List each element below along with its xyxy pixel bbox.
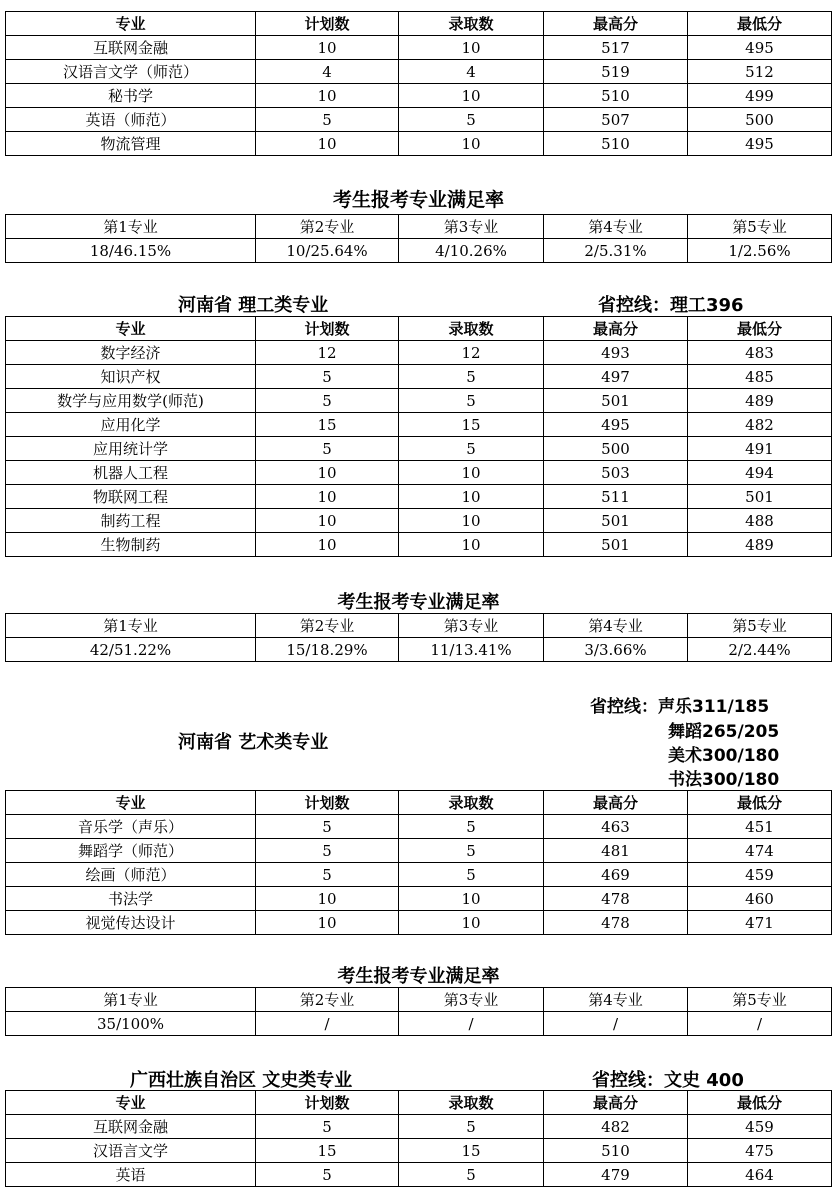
cell: 舞蹈学（师范） (6, 839, 256, 863)
rate-value: / (399, 1012, 544, 1036)
cell: 517 (544, 36, 688, 60)
table-header-row (6, 1091, 832, 1115)
cell: 5 (256, 437, 399, 461)
cell: 471 (688, 911, 832, 935)
rate-table-3 (5, 987, 832, 1036)
cell: 生物制药 (6, 533, 256, 557)
rate-header: 第5专业 (688, 614, 832, 638)
cell: 5 (399, 437, 544, 461)
table-row (6, 1115, 832, 1139)
cell: 知识产权 (6, 365, 256, 389)
table-row (6, 815, 832, 839)
rate-table-2 (5, 613, 832, 662)
cell: 501 (544, 389, 688, 413)
cell: 5 (399, 389, 544, 413)
cell: 12 (256, 341, 399, 365)
cell: 英语 (6, 1163, 256, 1187)
rate-header: 第3专业 (399, 614, 544, 638)
cell: 15 (256, 1139, 399, 1163)
cell: 475 (688, 1139, 832, 1163)
header-min: 最低分 (688, 791, 832, 815)
cell: 制药工程 (6, 509, 256, 533)
cell: 474 (688, 839, 832, 863)
cell: 绘画（师范） (6, 863, 256, 887)
header-major: 专业 (6, 317, 256, 341)
cell: 12 (399, 341, 544, 365)
rate-value-row (6, 239, 832, 263)
control-line-art-dance: 舞蹈265/205 (668, 722, 780, 742)
admission-table-2 (5, 316, 832, 557)
header-max: 最高分 (544, 1091, 688, 1115)
rate-header-row (6, 215, 832, 239)
rate-value: / (688, 1012, 832, 1036)
cell: 数学与应用数学(师范) (6, 389, 256, 413)
table-row (6, 341, 832, 365)
cell: 5 (256, 1115, 399, 1139)
rate-table-1 (5, 214, 832, 263)
cell: 5 (256, 389, 399, 413)
cell: 491 (688, 437, 832, 461)
cell: 10 (256, 533, 399, 557)
header-admitted: 录取数 (399, 317, 544, 341)
header-admitted: 录取数 (399, 12, 544, 36)
cell: 汉语言文学（师范） (6, 60, 256, 84)
table-header-row (6, 317, 832, 341)
header-major: 专业 (6, 1091, 256, 1115)
rate-value: 4/10.26% (399, 239, 544, 263)
cell: 510 (544, 132, 688, 156)
table-row (6, 389, 832, 413)
rate-value: 42/51.22% (6, 638, 256, 662)
cell: 5 (399, 863, 544, 887)
admission-table-1 (5, 11, 832, 156)
cell: 机器人工程 (6, 461, 256, 485)
rate-title-2: 考生报考专业满足率 (337, 592, 500, 613)
cell: 10 (399, 485, 544, 509)
table-row (6, 413, 832, 437)
table-header-row (6, 12, 832, 36)
cell: 5 (256, 863, 399, 887)
rate-header: 第1专业 (6, 614, 256, 638)
rate-header: 第5专业 (688, 215, 832, 239)
table-row (6, 365, 832, 389)
cell: 479 (544, 1163, 688, 1187)
table-row (6, 132, 832, 156)
table-row (6, 1163, 832, 1187)
cell: 488 (688, 509, 832, 533)
control-line-science: 省控线：理工396 (598, 295, 744, 316)
cell: 494 (688, 461, 832, 485)
header-plan: 计划数 (256, 1091, 399, 1115)
cell: 511 (544, 485, 688, 509)
rate-value: 11/13.41% (399, 638, 544, 662)
rate-value: 1/2.56% (688, 239, 832, 263)
cell: 495 (688, 36, 832, 60)
cell: 5 (256, 815, 399, 839)
cell: 463 (544, 815, 688, 839)
cell: 10 (256, 911, 399, 935)
cell: 512 (688, 60, 832, 84)
header-admitted: 录取数 (399, 791, 544, 815)
cell: 482 (544, 1115, 688, 1139)
rate-header: 第5专业 (688, 988, 832, 1012)
rate-header: 第1专业 (6, 215, 256, 239)
rate-header: 第3专业 (399, 988, 544, 1012)
cell: 10 (256, 887, 399, 911)
cell: 499 (688, 84, 832, 108)
cell: 485 (688, 365, 832, 389)
control-line-liberal: 省控线：文史 400 (592, 1070, 744, 1091)
rate-header: 第2专业 (256, 215, 399, 239)
table-row (6, 437, 832, 461)
rate-value: / (256, 1012, 399, 1036)
cell: 503 (544, 461, 688, 485)
control-line-art-calligraphy: 书法300/180 (668, 770, 780, 790)
cell: 互联网金融 (6, 1115, 256, 1139)
cell: 10 (399, 887, 544, 911)
rate-value: 2/2.44% (688, 638, 832, 662)
rate-value: 15/18.29% (256, 638, 399, 662)
cell: 489 (688, 533, 832, 557)
cell: 4 (256, 60, 399, 84)
cell: 478 (544, 887, 688, 911)
cell: 5 (399, 108, 544, 132)
table-row (6, 839, 832, 863)
cell: 汉语言文学 (6, 1139, 256, 1163)
header-plan: 计划数 (256, 12, 399, 36)
admission-table-4 (5, 1090, 832, 1187)
table-row (6, 461, 832, 485)
cell: 464 (688, 1163, 832, 1187)
rate-header: 第1专业 (6, 988, 256, 1012)
cell: 5 (256, 839, 399, 863)
cell: 451 (688, 815, 832, 839)
cell: 501 (688, 485, 832, 509)
cell: 5 (399, 1115, 544, 1139)
header-min: 最低分 (688, 317, 832, 341)
rate-title-1: 考生报考专业满足率 (332, 189, 504, 211)
cell: 数字经济 (6, 341, 256, 365)
cell: 物流管理 (6, 132, 256, 156)
cell: 15 (256, 413, 399, 437)
cell: 495 (544, 413, 688, 437)
cell: 5 (256, 365, 399, 389)
cell: 10 (399, 36, 544, 60)
table-row (6, 911, 832, 935)
cell: 5 (399, 365, 544, 389)
table-row (6, 863, 832, 887)
rate-value-row (6, 1012, 832, 1036)
cell: 510 (544, 84, 688, 108)
cell: 507 (544, 108, 688, 132)
section-title-henan-art: 河南省 艺术类专业 (178, 732, 329, 753)
control-line-art-fineart: 美术300/180 (668, 746, 780, 766)
cell: 秘书学 (6, 84, 256, 108)
admission-table-3 (5, 790, 832, 935)
header-min: 最低分 (688, 1091, 832, 1115)
cell: 497 (544, 365, 688, 389)
cell: 481 (544, 839, 688, 863)
rate-header: 第2专业 (256, 988, 399, 1012)
cell: 10 (399, 911, 544, 935)
cell: 物联网工程 (6, 485, 256, 509)
cell: 10 (256, 84, 399, 108)
table-row (6, 84, 832, 108)
rate-title-3: 考生报考专业满足率 (337, 966, 500, 987)
rate-header: 第4专业 (544, 215, 688, 239)
cell: 482 (688, 413, 832, 437)
cell: 10 (256, 461, 399, 485)
rate-value: 2/5.31% (544, 239, 688, 263)
cell: 5 (256, 1163, 399, 1187)
table-row (6, 485, 832, 509)
cell: 478 (544, 911, 688, 935)
table-row (6, 36, 832, 60)
rate-header: 第2专业 (256, 614, 399, 638)
cell: 469 (544, 863, 688, 887)
rate-header-row (6, 614, 832, 638)
cell: 5 (256, 108, 399, 132)
section-title-guangxi-liberal: 广西壮族自治区 文史类专业 (130, 1070, 353, 1091)
rate-value: 35/100% (6, 1012, 256, 1036)
cell: 4 (399, 60, 544, 84)
rate-value: / (544, 1012, 688, 1036)
header-min: 最低分 (688, 12, 832, 36)
header-max: 最高分 (544, 317, 688, 341)
cell: 应用化学 (6, 413, 256, 437)
header-max: 最高分 (544, 791, 688, 815)
rate-header: 第4专业 (544, 988, 688, 1012)
cell: 459 (688, 863, 832, 887)
cell: 10 (256, 509, 399, 533)
table-row (6, 108, 832, 132)
cell: 519 (544, 60, 688, 84)
cell: 10 (399, 533, 544, 557)
table-row (6, 60, 832, 84)
table-row (6, 509, 832, 533)
header-plan: 计划数 (256, 791, 399, 815)
rate-value: 3/3.66% (544, 638, 688, 662)
header-plan: 计划数 (256, 317, 399, 341)
table-row (6, 1139, 832, 1163)
cell: 460 (688, 887, 832, 911)
cell: 510 (544, 1139, 688, 1163)
cell: 书法学 (6, 887, 256, 911)
section-title-henan-science: 河南省 理工类专业 (178, 295, 329, 316)
cell: 音乐学（声乐） (6, 815, 256, 839)
cell: 500 (688, 108, 832, 132)
cell: 493 (544, 341, 688, 365)
cell: 15 (399, 413, 544, 437)
cell: 500 (544, 437, 688, 461)
table-row (6, 533, 832, 557)
header-admitted: 录取数 (399, 1091, 544, 1115)
rate-header: 第3专业 (399, 215, 544, 239)
table-row (6, 887, 832, 911)
cell: 501 (544, 533, 688, 557)
cell: 10 (399, 509, 544, 533)
header-max: 最高分 (544, 12, 688, 36)
cell: 15 (399, 1139, 544, 1163)
cell: 10 (399, 461, 544, 485)
cell: 5 (399, 1163, 544, 1187)
cell: 10 (256, 132, 399, 156)
cell: 应用统计学 (6, 437, 256, 461)
cell: 5 (399, 815, 544, 839)
rate-header-row (6, 988, 832, 1012)
rate-header: 第4专业 (544, 614, 688, 638)
rate-value-row (6, 638, 832, 662)
cell: 互联网金融 (6, 36, 256, 60)
rate-value: 10/25.64% (256, 239, 399, 263)
control-line-art-vocal: 省控线：声乐311/185 (590, 697, 770, 717)
cell: 英语（师范） (6, 108, 256, 132)
table-header-row (6, 791, 832, 815)
cell: 459 (688, 1115, 832, 1139)
cell: 5 (399, 839, 544, 863)
cell: 视觉传达设计 (6, 911, 256, 935)
cell: 10 (399, 132, 544, 156)
cell: 10 (256, 485, 399, 509)
cell: 10 (256, 36, 399, 60)
cell: 489 (688, 389, 832, 413)
cell: 501 (544, 509, 688, 533)
rate-value: 18/46.15% (6, 239, 256, 263)
cell: 483 (688, 341, 832, 365)
header-major: 专业 (6, 791, 256, 815)
cell: 495 (688, 132, 832, 156)
cell: 10 (399, 84, 544, 108)
header-major: 专业 (6, 12, 256, 36)
